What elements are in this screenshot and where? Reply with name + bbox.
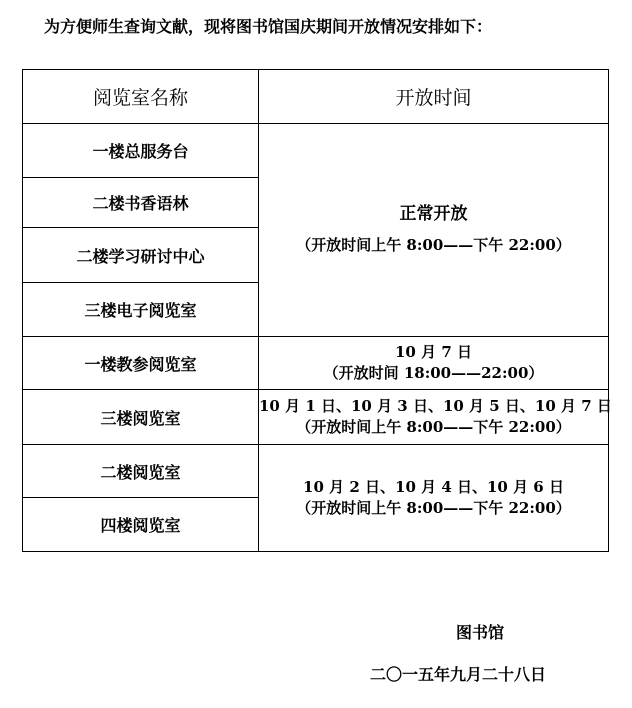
hours-dates: 10 月 2 日、10 月 4 日、10 月 6 日 [303,478,564,496]
opening-schedule-table [22,69,612,552]
table-row [23,445,609,498]
signoff-organization: 图书馆 [456,623,505,642]
opening-hours-oct7 [259,337,609,390]
hours-time: （开放时间上午 8:00——下午 22:00） [296,418,571,436]
room-name: 三楼电子阅览室 [23,283,259,337]
opening-hours-normal [259,124,609,337]
hours-dates: 10 月 1 日、10 月 3 日、10 月 5 日、10 月 7 日 [259,397,612,415]
hours-time: （开放时间上午 8:00——下午 22:00） [296,499,571,517]
header-opening-time: 开放时间 [259,70,609,124]
hours-dates: 10 月 7 日 [395,343,472,361]
header-room-name: 阅览室名称 [23,70,259,124]
signoff-date: 二〇一五年九月二十八日 [370,665,547,684]
hours-time: （开放时间 18:00——22:00） [323,364,544,382]
table-header-row [23,70,609,124]
table-row [23,390,609,445]
room-name: 一楼总服务台 [23,124,259,178]
room-name: 三楼阅览室 [23,390,259,445]
room-name: 二楼阅览室 [23,445,259,498]
room-name: 四楼阅览室 [23,498,259,552]
opening-hours-odd-days [259,390,612,445]
notice-intro: 为方便师生查询文献，现将图书馆国庆期间开放情况安排如下： [44,17,493,36]
room-name: 一楼教参阅览室 [23,337,259,390]
room-name: 二楼学习研讨中心 [23,228,259,283]
table-row [23,124,609,178]
opening-hours-even-days [259,445,609,552]
hours-time: （开放时间上午 8:00——下午 22:00） [296,236,571,254]
table-row [23,337,609,390]
room-name: 二楼书香语林 [23,178,259,228]
hours-dates: 正常开放 [399,204,468,224]
